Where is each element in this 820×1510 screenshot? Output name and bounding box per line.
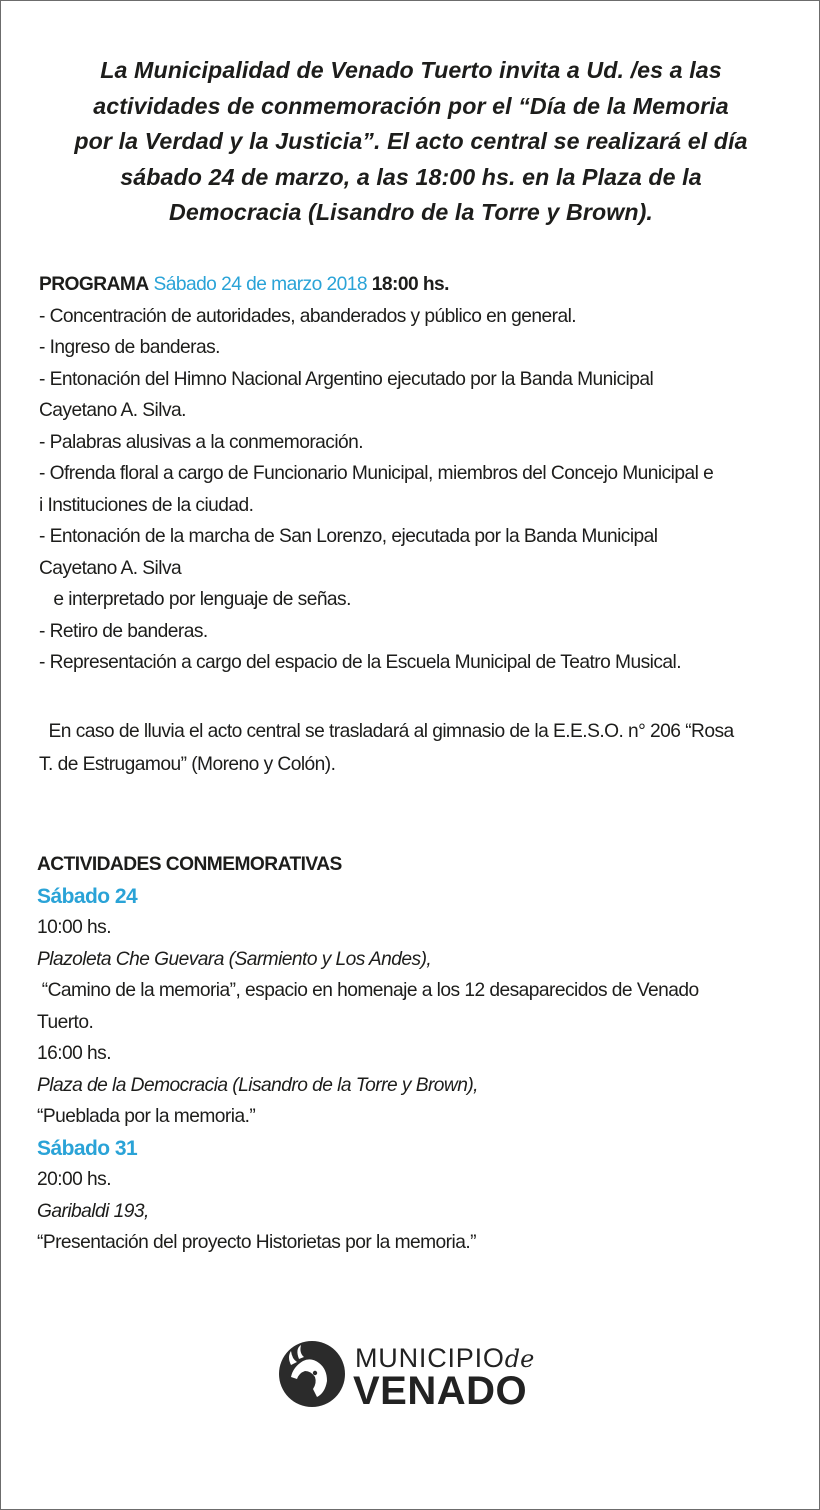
rain-notice — [39, 715, 809, 781]
day-label: Sábado 31 — [37, 1136, 138, 1160]
day-label: Sábado 24 — [37, 884, 138, 908]
logo-venado: VENADO — [353, 1369, 528, 1413]
program-time: 18:00 hs. — [371, 274, 449, 295]
activity-time: 20:00 hs. — [37, 1169, 111, 1190]
activity-description: “Camino de la memoria”, espacio en homenaje a los 12 desaparecidos de Venado — [37, 980, 699, 1001]
intro-line: actividades de conmemoración por el “Día de la Memoria — [93, 92, 729, 119]
logo-municipio: MUNICIPIO — [355, 1343, 505, 1373]
activities-section — [37, 849, 807, 1259]
program-item: e interpretado por lenguaje de señas. — [39, 589, 351, 610]
deer-head-icon — [277, 1339, 347, 1409]
activity-description: Tuerto. — [37, 1011, 94, 1033]
activity-place: Garibaldi 193, — [37, 1200, 149, 1222]
program-item: - Retiro de banderas. — [39, 620, 208, 642]
program-item: - Representación a cargo del espacio de la Escuela Municipal de Teatro Musical. — [39, 652, 681, 673]
program-header — [39, 269, 809, 301]
logo-de: de — [504, 1345, 535, 1373]
program-item: - Entonación del Himno Nacional Argentino ejecutado por la Banda Municipal — [39, 368, 654, 390]
intro-line: Democracia (Lisandro de la Torre y Brown). — [169, 199, 653, 225]
activity-description: “Presentación del proyecto Historietas por la memoria.” — [37, 1232, 476, 1253]
rain-notice-line: En caso de lluvia el acto central se trasladará al gimnasio de la E.E.S.O. n° 206 “Rosa — [39, 721, 734, 742]
activity-time: 10:00 hs. — [37, 917, 111, 938]
program-item: i Instituciones de la ciudad. — [39, 494, 254, 516]
program-date: Sábado 24 de marzo 2018 — [153, 274, 367, 295]
program-item: - Concentración de autoridades, abanderados y público en general. — [39, 305, 577, 327]
intro-line: por la Verdad y la Justicia”. El acto central se realizará el día — [74, 128, 748, 154]
intro-line: La Municipalidad de Venado Tuerto invita a Ud. /es a las — [100, 57, 722, 83]
program-heading: PROGRAMA — [39, 274, 149, 295]
activity-description: “Pueblada por la memoria.” — [37, 1106, 256, 1127]
municipio-logo — [277, 1339, 557, 1411]
rain-notice-line: T. de Estrugamou” (Moreno y Colón). — [39, 754, 336, 775]
activity-place: Plaza de la Democracia (Lisandro de la Torre y Brown), — [37, 1074, 478, 1096]
activity-place: Plazoleta Che Guevara (Sarmiento y Los Andes), — [37, 948, 432, 970]
program-item: Cayetano A. Silva. — [39, 400, 186, 421]
program-item: - Ingreso de banderas. — [39, 337, 220, 358]
program-section — [39, 269, 809, 679]
program-item: - Entonación de la marcha de San Lorenzo, ejecutada por la Banda Municipal — [39, 526, 658, 547]
program-item: - Palabras alusivas a la conmemoración. — [39, 431, 364, 453]
program-item: - Ofrenda floral a cargo de Funcionario Municipal, miembros del Concejo Municipal e — [39, 463, 714, 484]
program-item: Cayetano A. Silva — [39, 557, 182, 579]
activities-heading: ACTIVIDADES CONMEMORATIVAS — [37, 854, 342, 875]
intro-line: sábado 24 de marzo, a las 18:00 hs. en la Plaza de la — [120, 163, 702, 190]
activity-time: 16:00 hs. — [37, 1043, 111, 1064]
intro-paragraph — [21, 53, 801, 231]
